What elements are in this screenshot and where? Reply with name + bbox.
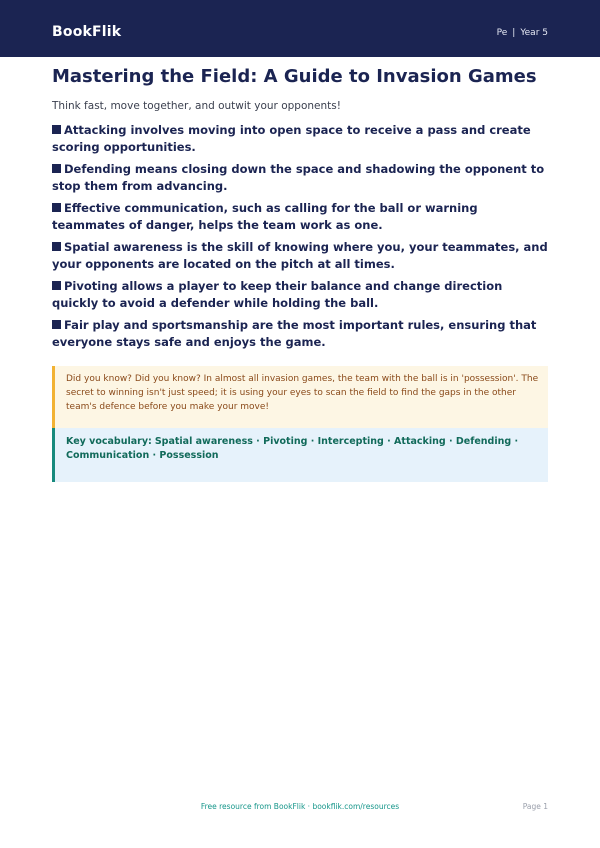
breadcrumb-separator: |: [512, 28, 516, 38]
square-bullet-icon: [52, 125, 61, 134]
header-bar: [0, 0, 600, 57]
breadcrumb: [497, 28, 548, 38]
page-title: Mastering the Field: A Guide to Invasion Games: [52, 66, 537, 87]
list-item-text: Attacking involves moving into open space to receive a pass and create scoring opportunities.: [52, 123, 531, 154]
list-item-text: Effective communication, such as calling for the ball or warning teammates of danger, helps the team work as one.: [52, 201, 478, 232]
list-item-text: Spatial awareness is the skill of knowing where you, your teammates, and your opponents are located on the pitch at all times.: [52, 240, 548, 271]
page-subtitle: Think fast, move together, and outwit your opponents!: [52, 100, 341, 112]
bullet-list: [52, 122, 552, 356]
vocab-label: Key vocabulary:: [66, 436, 152, 447]
footer-link[interactable]: Free resource from BookFlik · bookflik.com/resources: [200, 802, 400, 811]
square-bullet-icon: [52, 203, 61, 212]
subject-label: Pe: [496, 28, 508, 38]
page-number: Page 1: [522, 802, 548, 811]
vocab-terms: Spatial awareness · Pivoting · Intercepting · Attacking · Defending · Communication · Possession: [66, 436, 519, 461]
square-bullet-icon: [52, 320, 61, 329]
list-item: [52, 122, 552, 156]
list-item: [52, 200, 552, 234]
list-item: [52, 239, 552, 273]
brand-logo[interactable]: BookFlik: [52, 24, 122, 40]
list-item: [52, 161, 552, 195]
square-bullet-icon: [52, 164, 61, 173]
list-item: [52, 317, 552, 351]
key-vocabulary-box: [52, 428, 548, 482]
square-bullet-icon: [52, 242, 61, 251]
list-item-text: Pivoting allows a player to keep their balance and change direction quickly to avoid a defender while holding the ball.: [52, 279, 503, 310]
list-item-text: Fair play and sportsmanship are the most important rules, ensuring that everyone stays safe and enjoys the game.: [52, 318, 537, 349]
square-bullet-icon: [52, 281, 61, 290]
list-item: [52, 278, 552, 312]
callout-text: Did you know? Did you know? In almost all invasion games, the team with the ball is in 'possession'. The secret to winning isn't just speed; it is using your eyes to scan the field to find the gaps in the other team's defence before you make your move!: [66, 374, 539, 412]
did-you-know-callout: [52, 366, 548, 428]
list-item-text: Defending means closing down the space and shadowing the opponent to stop them from advancing.: [52, 162, 545, 193]
year-label: Year 5: [520, 28, 548, 38]
